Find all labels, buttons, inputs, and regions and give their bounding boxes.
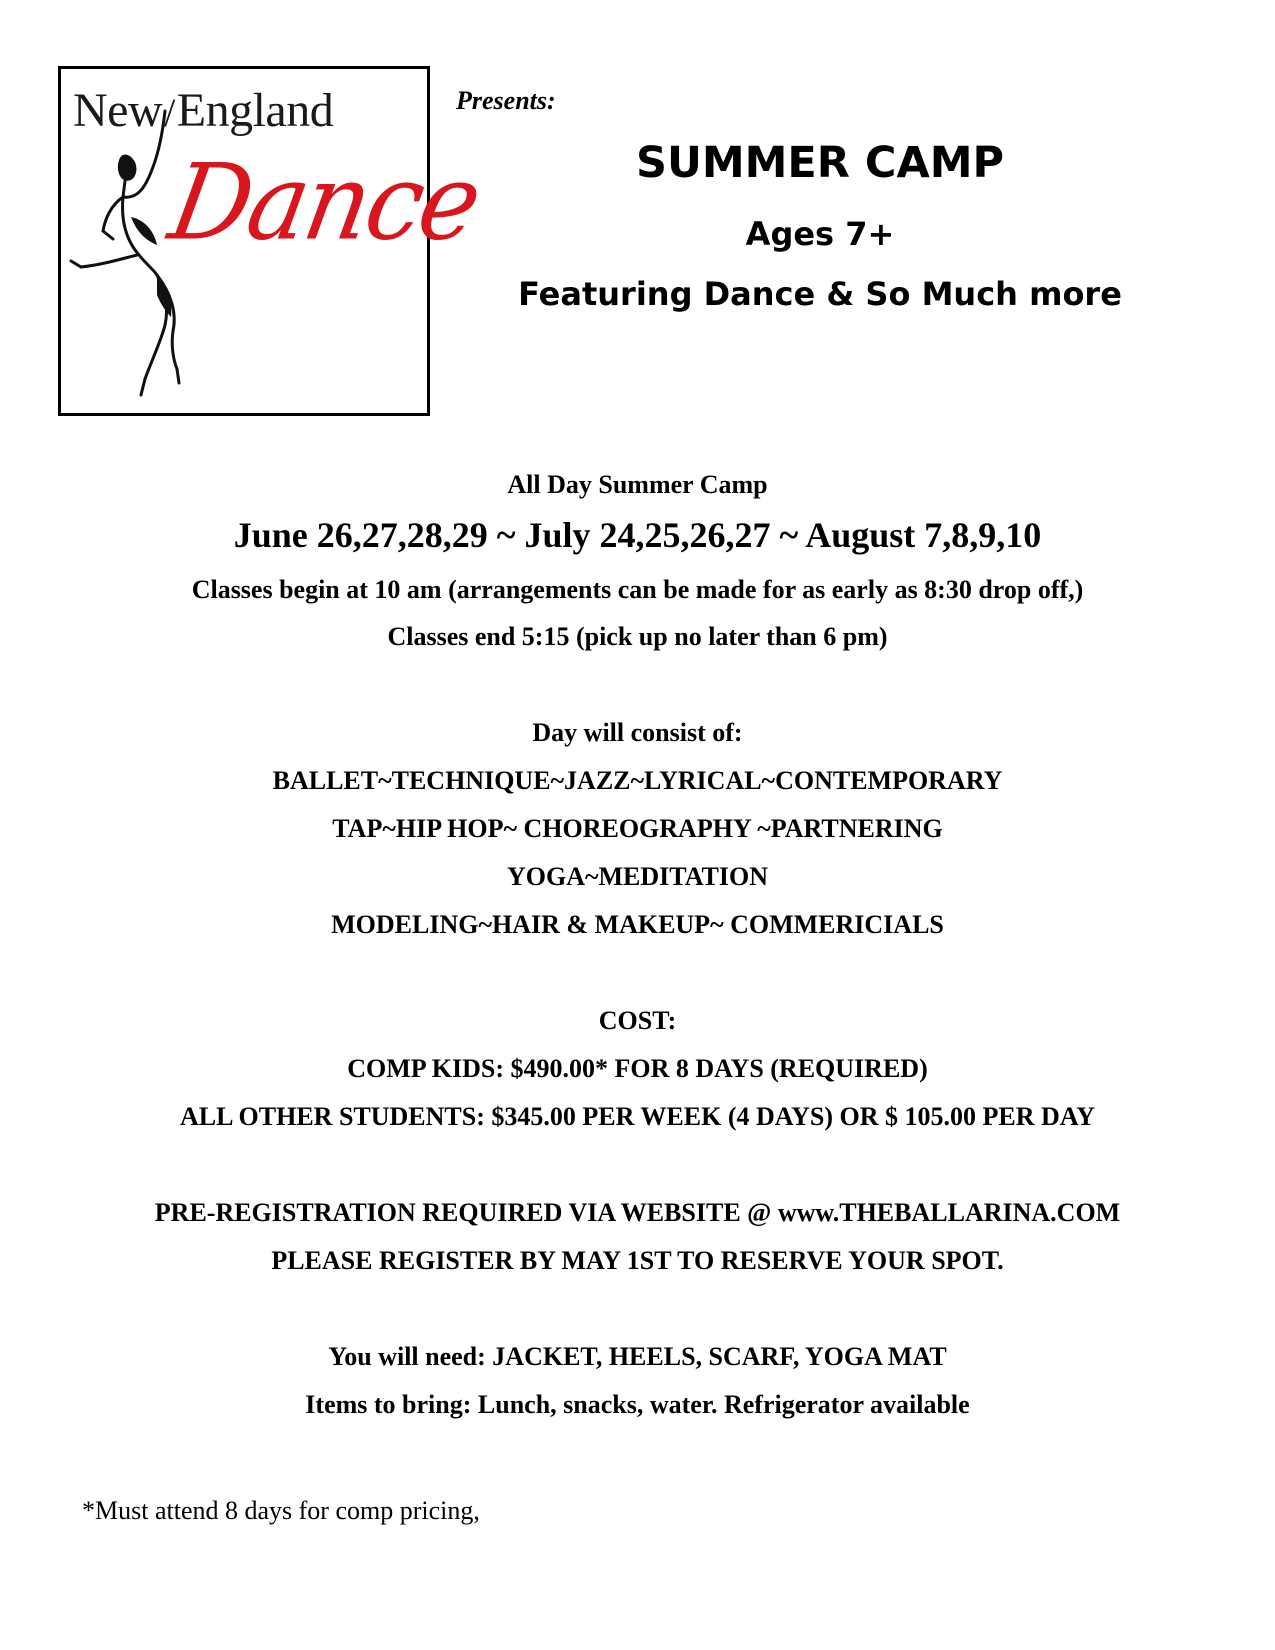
logo-wordmark-top <box>73 83 333 138</box>
page-title: SUMMER CAMP <box>635 138 1005 188</box>
presents-label: Presents: <box>456 86 556 115</box>
schedule-dates: June 26,27,28,29 ~ July 24,25,26,27 ~ August 7,8,9,10 <box>233 515 1042 555</box>
schedule-begin: Classes begin at 10 am (arrangements can be made for as early as 8:30 drop off,) <box>191 575 1084 604</box>
needs-list: You will need: JACKET, HEELS, SCARF, YOGA MAT <box>328 1342 947 1371</box>
ages-label: Ages 7+ <box>745 215 895 253</box>
cost-other-students: ALL OTHER STUDENTS: $345.00 PER WEEK (4 DAYS) OR $ 105.00 PER DAY <box>180 1102 1095 1131</box>
activities-line: YOGA~MEDITATION <box>506 862 768 891</box>
cost-heading: COST: <box>598 1006 677 1035</box>
logo-word-new: New <box>73 84 163 137</box>
featuring-line: Featuring Dance & So Much more <box>518 275 1122 313</box>
activities-line: TAP~HIP HOP~ CHOREOGRAPHY ~PARTNERING <box>332 814 943 843</box>
logo-word-dance: Dance <box>161 141 488 264</box>
schedule-heading: All Day Summer Camp <box>507 470 768 499</box>
schedule-end: Classes end 5:15 (pick up no later than 6 pm) <box>387 622 888 651</box>
registration-website: PRE-REGISTRATION REQUIRED VIA WEBSITE @ www.THEBALLARINA.COM <box>154 1198 1121 1227</box>
activities-line: MODELING~HAIR & MAKEUP~ COMMERICIALS <box>331 910 944 939</box>
activities-heading: Day will consist of: <box>532 718 743 747</box>
logo-slash: / <box>164 90 175 135</box>
registration-deadline: PLEASE REGISTER BY MAY 1ST TO RESERVE YOUR SPOT. <box>271 1246 1004 1275</box>
logo <box>58 66 488 416</box>
logo-word-england: England <box>176 84 334 137</box>
items-to-bring: Items to bring: Lunch, snacks, water. Refrigerator available <box>305 1390 970 1419</box>
cost-comp-kids: COMP KIDS: $490.00* FOR 8 DAYS (REQUIRED) <box>347 1054 928 1083</box>
footnote: *Must attend 8 days for comp pricing, <box>82 1496 480 1525</box>
activities-line: BALLET~TECHNIQUE~JAZZ~LYRICAL~CONTEMPORARY <box>272 766 1003 795</box>
